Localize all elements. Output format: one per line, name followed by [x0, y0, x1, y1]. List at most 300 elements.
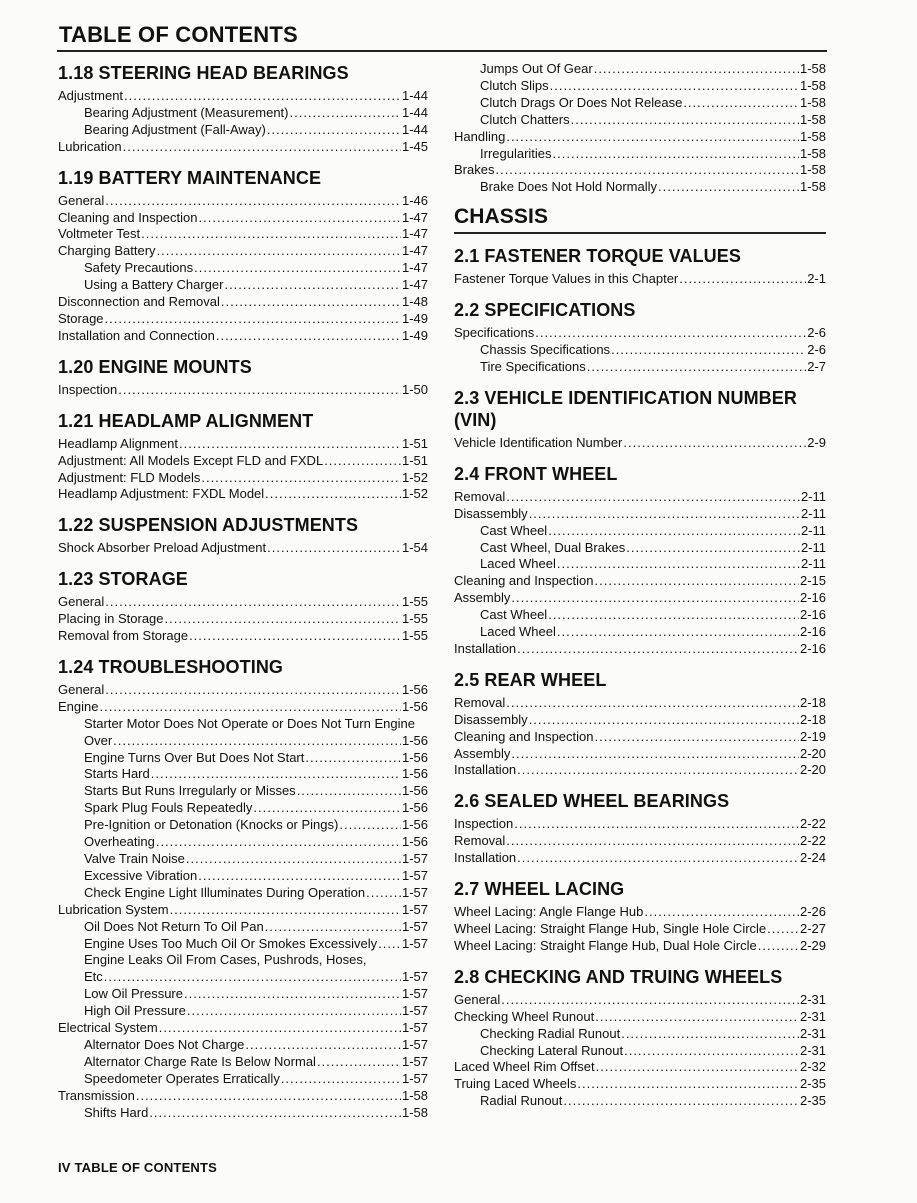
- toc-entry-title: Engine Turns Over But Does Not Start: [84, 749, 305, 765]
- dot-leader: [151, 766, 401, 783]
- toc-entry-page: 1-57: [401, 1020, 428, 1036]
- toc-entry[interactable]: [454, 1009, 826, 1026]
- toc-entry[interactable]: [454, 325, 826, 342]
- toc-entry-title: Valve Train Noise: [84, 851, 185, 866]
- toc-entry-title: General: [454, 991, 501, 1007]
- toc-entry-title: Lubrication System: [58, 901, 169, 917]
- toc-entry[interactable]: [58, 902, 428, 919]
- toc-entry[interactable]: [454, 746, 826, 763]
- toc-entry-page: 1-51: [401, 452, 428, 468]
- toc-entry-page: 2-35: [799, 1076, 826, 1092]
- section-heading: 1.19 BATTERY MAINTENANCE: [58, 167, 322, 188]
- toc-entry[interactable]: [58, 436, 428, 453]
- toc-entry-title: Assembly: [454, 590, 511, 606]
- toc-entry[interactable]: [454, 179, 826, 196]
- toc-entry-title: High Oil Pressure: [84, 1003, 186, 1019]
- toc-entry-title: Storage: [58, 310, 104, 326]
- dot-leader: [517, 641, 799, 658]
- toc-entry-title: Check Engine Light Illuminates During Operation: [84, 884, 366, 900]
- toc-entry[interactable]: [58, 470, 428, 487]
- dot-leader: [187, 1003, 401, 1020]
- toc-entry-title: Adjustment: FLD Models: [58, 469, 201, 485]
- chapter-heading: CHASSIS: [454, 205, 549, 229]
- dot-leader: [179, 436, 401, 453]
- toc-entry-title: Removal: [454, 833, 506, 849]
- toc-entry[interactable]: [58, 986, 428, 1003]
- toc-entry-page: 2-11: [800, 505, 826, 521]
- toc-entry-page: 2-29: [799, 937, 826, 953]
- dot-leader: [517, 762, 799, 779]
- toc-entry[interactable]: [58, 486, 428, 503]
- toc-entry-page: 2-16: [799, 624, 826, 640]
- toc-entry[interactable]: [58, 311, 428, 328]
- section-heading: 1.20 ENGINE MOUNTS: [58, 356, 252, 377]
- toc-entry-page: 1-56: [401, 834, 428, 850]
- toc-entry[interactable]: [58, 936, 428, 953]
- toc-entry-title: Headlamp Adjustment: FXDL Model: [58, 486, 265, 502]
- toc-entry-title: Cast Wheel, Dual Brakes: [480, 539, 626, 555]
- dot-leader: [149, 1105, 401, 1122]
- toc-entry-title: Voltmeter Test: [58, 226, 141, 242]
- toc-entry-title: Disconnection and Removal: [58, 294, 220, 310]
- toc-entry[interactable]: [454, 129, 826, 146]
- toc-entry[interactable]: [454, 607, 826, 624]
- toc-entry[interactable]: [58, 139, 428, 156]
- section-heading: 2.8 CHECKING AND TRUING WHEELS: [454, 966, 783, 987]
- toc-entry-title: Shock Absorber Preload Adjustment: [58, 540, 267, 556]
- toc-entry[interactable]: [454, 624, 826, 641]
- toc-entry-title: Vehicle Identification Number: [454, 434, 623, 450]
- toc-entry-title: Truing Laced Wheels: [454, 1076, 577, 1092]
- toc-entry-title: Wheel Lacing: Straight Flange Hub, Dual Hole Circle: [454, 937, 757, 953]
- toc-entry-title: Electrical System: [58, 1020, 158, 1036]
- toc-entry[interactable]: [454, 729, 826, 746]
- toc-entry-title: Fastener Torque Values in this Chapter: [454, 271, 679, 287]
- toc-entry[interactable]: [58, 766, 428, 783]
- dot-leader: [767, 921, 799, 938]
- dot-leader: [511, 746, 799, 763]
- toc-entry[interactable]: [58, 210, 428, 227]
- toc-entry[interactable]: [454, 540, 826, 557]
- dot-leader: [105, 193, 401, 210]
- toc-entry-page: 1-50: [401, 381, 428, 397]
- toc-entry[interactable]: [58, 919, 428, 936]
- toc-entry[interactable]: [58, 277, 428, 294]
- toc-entry[interactable]: [454, 573, 826, 590]
- dot-leader: [253, 800, 401, 817]
- section-heading: 2.4 FRONT WHEEL: [454, 463, 618, 484]
- toc-entry-title: Disassembly: [454, 711, 528, 727]
- toc-entry-page: 2-9: [807, 434, 826, 450]
- dot-leader: [595, 1009, 799, 1026]
- toc-entry-title: Cleaning and Inspection: [454, 728, 594, 744]
- toc-entry[interactable]: [58, 260, 428, 277]
- toc-entry-title: Engine Uses Too Much Oil Or Smokes Excessively: [84, 935, 378, 951]
- dot-leader: [644, 904, 799, 921]
- toc-entry[interactable]: [454, 695, 826, 712]
- toc-entry-page: 1-58: [799, 162, 826, 178]
- dot-leader: [621, 1026, 799, 1043]
- toc-entry[interactable]: [58, 1020, 428, 1037]
- toc-entry-title: Overheating: [84, 834, 155, 850]
- toc-entry[interactable]: [58, 1037, 428, 1054]
- toc-entry[interactable]: [58, 226, 428, 243]
- toc-entry-page: 2-31: [799, 1008, 826, 1024]
- dot-leader: [105, 682, 401, 699]
- toc-entry[interactable]: [454, 146, 826, 163]
- toc-entry[interactable]: [454, 921, 826, 938]
- dot-leader: [189, 628, 401, 645]
- toc-entry-page: 1-44: [401, 121, 428, 137]
- toc-entry[interactable]: [58, 868, 428, 885]
- toc-entry[interactable]: [454, 162, 826, 179]
- toc-entry[interactable]: [58, 328, 428, 345]
- dot-leader: [297, 783, 401, 800]
- toc-entry[interactable]: [58, 611, 428, 628]
- toc-entry-page: 2-22: [799, 816, 826, 832]
- section-heading: 2.5 REAR WHEEL: [454, 669, 607, 690]
- toc-entry[interactable]: [58, 243, 428, 260]
- toc-entry-page: 1-47: [401, 277, 428, 293]
- toc-entry-title: Cast Wheel: [480, 607, 548, 623]
- dot-leader: [245, 1037, 401, 1054]
- toc-entry-page: 2-32: [799, 1059, 826, 1075]
- toc-entry-title: Checking Lateral Runout: [480, 1042, 624, 1058]
- toc-entry[interactable]: [454, 61, 826, 78]
- dot-leader: [124, 88, 401, 105]
- toc-entry-page: 1-56: [401, 800, 428, 816]
- section-heading: 2.1 FASTENER TORQUE VALUES: [454, 246, 741, 267]
- toc-entry-title: Cleaning and Inspection: [454, 573, 594, 589]
- toc-entry-page: 1-58: [799, 77, 826, 93]
- dot-leader: [156, 834, 401, 851]
- section-heading: 1.22 SUSPENSION ADJUSTMENTS: [58, 515, 359, 536]
- toc-entry[interactable]: [454, 816, 826, 833]
- toc-entry[interactable]: [58, 1003, 428, 1020]
- dot-leader: [548, 523, 800, 540]
- toc-entry-title: Cleaning and Inspection: [58, 209, 198, 225]
- toc-entry-title: Installation: [454, 850, 517, 866]
- section-heading: 2.6 SEALED WHEEL BEARINGS: [454, 791, 730, 812]
- dot-leader: [186, 851, 401, 868]
- toc-entry-page: 1-44: [401, 88, 428, 103]
- toc-entry[interactable]: [454, 342, 826, 359]
- toc-entry-page: 2-26: [799, 904, 826, 920]
- toc-entry[interactable]: [454, 641, 826, 658]
- toc-entry[interactable]: [58, 851, 428, 868]
- toc-entry-title: Removal: [454, 488, 506, 504]
- dot-leader: [514, 816, 799, 833]
- toc-entry-page: 1-57: [401, 1070, 428, 1086]
- dot-leader: [624, 1043, 799, 1060]
- toc-entry-title: Engine: [58, 698, 99, 714]
- toc-entry-title: Laced Wheel Rim Offset: [454, 1059, 595, 1075]
- toc-entry-page: 1-47: [401, 243, 428, 259]
- toc-entry-page: 1-56: [401, 681, 428, 697]
- toc-entry-page: 2-11: [800, 539, 826, 555]
- section-heading: 2.7 WHEEL LACING: [454, 879, 625, 900]
- toc-entry-title: Safety Precautions: [84, 260, 194, 276]
- toc-left-column: [58, 58, 428, 1122]
- dot-leader: [221, 294, 401, 311]
- section-heading: 2.3 VEHICLE IDENTIFICATION NUMBER (VIN): [454, 387, 797, 430]
- title-divider: [57, 50, 827, 52]
- toc-entry-page: 2-31: [799, 1025, 826, 1041]
- toc-entry-title: Transmission: [58, 1087, 135, 1103]
- toc-entry-page: 1-57: [401, 969, 428, 985]
- dot-leader: [194, 260, 401, 277]
- toc-entry[interactable]: [58, 540, 428, 557]
- toc-entry-page: 2-35: [799, 1093, 826, 1109]
- toc-entry[interactable]: [454, 904, 826, 921]
- toc-entry-title: Spark Plug Fouls Repeatedly: [84, 800, 253, 816]
- toc-entry[interactable]: [58, 783, 428, 800]
- toc-entry[interactable]: [58, 1105, 428, 1122]
- toc-entry[interactable]: [58, 750, 428, 767]
- toc-entry-page: 1-47: [401, 260, 428, 276]
- toc-entry-title: Installation and Connection: [58, 327, 215, 343]
- toc-entry[interactable]: [58, 594, 428, 611]
- dot-leader: [378, 936, 401, 953]
- toc-entry-page: 2-11: [800, 522, 826, 538]
- toc-entry[interactable]: [454, 1026, 826, 1043]
- dot-leader: [553, 146, 799, 163]
- dot-leader: [216, 328, 401, 345]
- dot-leader: [529, 506, 800, 523]
- toc-entry-page: 1-56: [401, 766, 428, 782]
- toc-entry[interactable]: [58, 969, 428, 986]
- toc-entry-page: 1-57: [401, 1036, 428, 1052]
- toc-entry-title: Etc: [84, 969, 103, 985]
- toc-entry[interactable]: [454, 271, 826, 288]
- toc-entry[interactable]: [58, 105, 428, 122]
- dot-leader: [658, 179, 799, 196]
- toc-entry[interactable]: [58, 88, 428, 105]
- toc-entry-title: Wheel Lacing: Angle Flange Hub: [454, 904, 644, 920]
- toc-entry-title: Laced Wheel: [480, 556, 556, 572]
- toc-entry[interactable]: [58, 628, 428, 645]
- toc-entry-title: Adjustment: All Models Except FLD and FXDL: [58, 452, 324, 468]
- toc-entry-page: 1-55: [401, 611, 428, 627]
- dot-leader: [366, 885, 401, 902]
- toc-entry[interactable]: [454, 78, 826, 95]
- toc-entry[interactable]: [454, 523, 826, 540]
- toc-entry-title: Inspection: [58, 381, 118, 397]
- toc-entry[interactable]: [58, 817, 428, 834]
- toc-entry[interactable]: [58, 1054, 428, 1071]
- toc-entry[interactable]: [454, 95, 826, 112]
- toc-entry-title: Jumps Out Of Gear: [480, 61, 593, 76]
- toc-entry-title: Clutch Drags Or Does Not Release: [480, 94, 683, 110]
- dot-leader: [339, 817, 401, 834]
- dot-leader: [289, 105, 400, 122]
- toc-entry-title: Adjustment: [58, 88, 124, 103]
- dot-leader: [587, 359, 806, 376]
- dot-leader: [105, 311, 401, 328]
- dot-leader: [550, 78, 799, 95]
- toc-entry[interactable]: [58, 800, 428, 817]
- section-heading: 1.23 STORAGE: [58, 569, 188, 590]
- toc-entry[interactable]: [454, 506, 826, 523]
- toc-entry-title: Checking Wheel Runout: [454, 1008, 595, 1024]
- toc-entry[interactable]: [454, 1093, 826, 1110]
- toc-entry-title: Installation: [454, 762, 517, 778]
- toc-text-line: Starter Motor Does Not Operate or Does Not Turn Engine: [84, 715, 415, 731]
- toc-entry-title: Bearing Adjustment (Fall-Away): [84, 121, 266, 137]
- toc-entry-title: Starts Hard: [84, 766, 150, 782]
- toc-entry[interactable]: [454, 112, 826, 129]
- toc-entry[interactable]: [454, 1076, 826, 1093]
- dot-leader: [141, 226, 401, 243]
- dot-leader: [267, 540, 401, 557]
- section-heading: 1.18 STEERING HEAD BEARINGS: [58, 63, 349, 83]
- toc-entry-title: Headlamp Alignment: [58, 435, 178, 451]
- toc-entry[interactable]: [58, 1088, 428, 1105]
- toc-entry-page: 1-55: [401, 594, 428, 610]
- toc-entry-page: 1-52: [401, 469, 428, 485]
- dot-leader: [501, 992, 799, 1009]
- toc-entry-page: 1-58: [799, 94, 826, 110]
- toc-entry[interactable]: [454, 833, 826, 850]
- toc-entry-page: 1-52: [401, 486, 428, 502]
- toc-entry-page: 2-20: [799, 762, 826, 778]
- toc-entry[interactable]: [454, 938, 826, 955]
- toc-entry-page: 2-11: [800, 488, 826, 504]
- toc-entry-page: 1-58: [401, 1104, 428, 1120]
- toc-entry[interactable]: [58, 1071, 428, 1088]
- dot-leader: [758, 938, 799, 955]
- toc-entry-title: Removal: [454, 694, 506, 710]
- dot-leader: [511, 590, 799, 607]
- toc-entry-page: 1-57: [401, 884, 428, 900]
- toc-entry-title: General: [58, 594, 105, 610]
- toc-entry[interactable]: [454, 850, 826, 867]
- dot-leader: [159, 1020, 401, 1037]
- dot-leader: [571, 112, 799, 129]
- toc-entry-page: 1-56: [401, 698, 428, 714]
- dot-leader: [199, 210, 401, 227]
- dot-leader: [557, 556, 800, 573]
- dot-leader: [170, 902, 401, 919]
- toc-entry[interactable]: [58, 885, 428, 902]
- toc-entry-page: 1-47: [401, 209, 428, 225]
- page-footer: IV TABLE OF CONTENTS: [58, 1160, 218, 1175]
- dot-leader: [506, 833, 799, 850]
- toc-entry-title: Low Oil Pressure: [84, 986, 183, 1002]
- toc-right-column: [454, 58, 826, 1110]
- dot-leader: [557, 624, 799, 641]
- dot-leader: [535, 325, 806, 342]
- toc-entry-page: 1-56: [401, 783, 428, 799]
- dot-leader: [99, 699, 400, 716]
- dot-leader: [198, 868, 401, 885]
- dot-leader: [595, 573, 799, 590]
- toc-entry[interactable]: [454, 1059, 826, 1076]
- toc-entry[interactable]: [58, 682, 428, 699]
- toc-entry[interactable]: [454, 992, 826, 1009]
- toc-entry-title: Pre-Ignition or Detonation (Knocks or Pings): [84, 817, 339, 833]
- dot-leader: [548, 607, 799, 624]
- toc-entry[interactable]: [58, 834, 428, 851]
- toc-entry-title: Using a Battery Charger: [84, 277, 224, 293]
- toc-entry-page: 1-57: [401, 851, 428, 866]
- toc-entry-title: Shifts Hard: [84, 1104, 149, 1120]
- toc-entry[interactable]: [58, 122, 428, 139]
- toc-entry-page: 1-58: [799, 145, 826, 161]
- toc-entry-title: Assembly: [454, 745, 511, 761]
- dot-leader: [506, 129, 799, 146]
- toc-entry-title: Wheel Lacing: Straight Flange Hub, Single Hole Circle: [454, 921, 767, 936]
- toc-entry-page: 1-56: [401, 732, 428, 748]
- toc-entry-page: 1-58: [799, 61, 826, 76]
- dot-leader: [267, 122, 401, 139]
- toc-entry-page: 1-57: [401, 867, 428, 883]
- dot-leader: [104, 969, 401, 986]
- toc-entry[interactable]: [58, 699, 428, 716]
- toc-entry[interactable]: [454, 590, 826, 607]
- toc-entry-page: 1-57: [401, 918, 428, 934]
- toc-entry-title: Lubrication: [58, 138, 122, 154]
- toc-entry-title: Speedometer Operates Erratically: [84, 1070, 280, 1086]
- section-heading: 2.2 SPECIFICATIONS: [454, 300, 636, 321]
- toc-entry[interactable]: [454, 712, 826, 729]
- toc-entry-page: 2-6: [807, 325, 826, 341]
- toc-entry-page: 1-49: [401, 310, 428, 326]
- dot-leader: [265, 919, 401, 936]
- dot-leader: [165, 611, 401, 628]
- toc-entry-page: 2-16: [799, 607, 826, 623]
- toc-entry-page: 1-57: [401, 1003, 428, 1019]
- toc-entry-title: Checking Radial Runout: [480, 1025, 621, 1041]
- dot-leader: [105, 594, 401, 611]
- toc-entry-title: Laced Wheel: [480, 624, 556, 640]
- toc-entry[interactable]: [454, 359, 826, 376]
- toc-entry-title: Over: [84, 732, 113, 748]
- dot-leader: [529, 712, 799, 729]
- toc-entry-title: Excessive Vibration: [84, 867, 198, 883]
- toc-entry[interactable]: [58, 453, 428, 470]
- toc-entry[interactable]: [454, 435, 826, 452]
- toc-entry-title: Inspection: [454, 816, 514, 832]
- toc-entry-title: Chassis Specifications: [480, 342, 611, 358]
- toc-entry-page: 2-16: [799, 590, 826, 606]
- toc-entry-title: Removal from Storage: [58, 628, 189, 644]
- toc-entry[interactable]: [58, 382, 428, 399]
- toc-entry[interactable]: [454, 556, 826, 573]
- toc-entry[interactable]: [454, 489, 826, 506]
- toc-entry-page: 1-45: [401, 138, 428, 154]
- toc-entry-page: 2-24: [799, 850, 826, 866]
- toc-entry[interactable]: [454, 1043, 826, 1060]
- toc-entry-page: 2-22: [799, 833, 826, 849]
- toc-entry[interactable]: [58, 733, 428, 750]
- dot-leader: [265, 486, 401, 503]
- dot-leader: [118, 382, 401, 399]
- dot-leader: [305, 750, 401, 767]
- toc-text-line: Engine Leaks Oil From Cases, Pushrods, Hoses,: [84, 952, 367, 968]
- toc-entry[interactable]: [454, 762, 826, 779]
- toc-entry[interactable]: [58, 294, 428, 311]
- toc-entry[interactable]: [58, 193, 428, 210]
- dot-leader: [596, 1059, 799, 1076]
- dot-leader: [317, 1054, 401, 1071]
- toc-entry-title: Oil Does Not Return To Oil Pan: [84, 918, 264, 934]
- dot-leader: [201, 470, 401, 487]
- toc-entry-title: Alternator Charge Rate Is Below Normal: [84, 1053, 316, 1069]
- dot-leader: [611, 342, 806, 359]
- toc-entry-page: 1-44: [401, 104, 428, 120]
- toc-entry-page: 1-58: [799, 111, 826, 127]
